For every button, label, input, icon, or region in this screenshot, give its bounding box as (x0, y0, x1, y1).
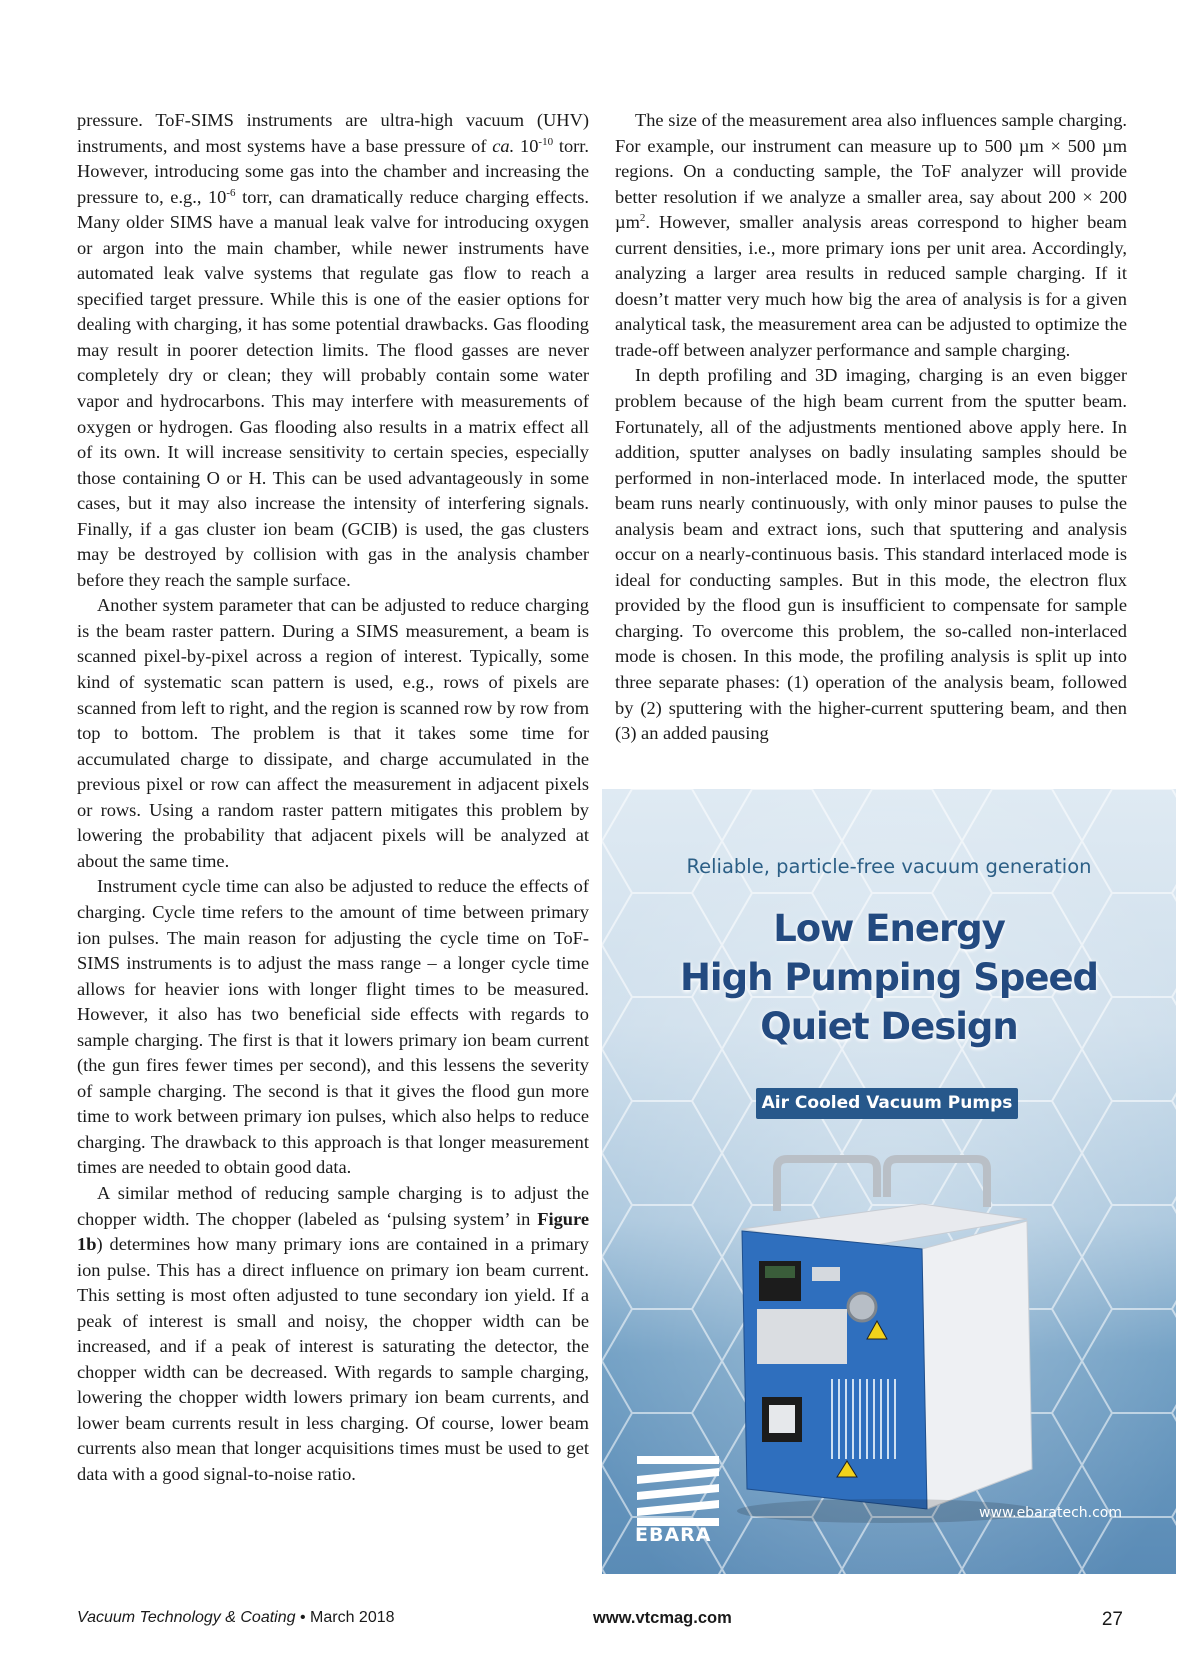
paragraph: The size of the measurement area also influences sample charging. For example, our instrument can measure up to 500 µm × 500 µm regions. On a conducting sample, the ToF analyzer will provide better resolution if we analyze a smaller area, say about 200 × 200 µm$^2$. However, smaller analysis areas correspond to higher beam current densities, i.e., more primary ions per unit area. Accordingly, analyzing a larger area results in reduced sample charging. If it doesn’t matter very much how big the area of analysis is for a given analytical task, the measurement area can be adjusted to optimize the trade-off between analyzer performance and sample charging. (615, 110, 1127, 360)
right-text-column (615, 108, 1127, 747)
paragraph: pressure. ToF-SIMS instruments are ultra-high vacuum (UHV) instruments, and most systems have a base pressure of ca. $10^{-10}$ torr. However, introducing some gas into the chamber and increasing the pressure to, e.g., $10^{-6}$ torr, can dramatically reduce charging effects. Many older SIMS have a manual leak valve for introducing oxygen or argon into the main chamber, while newer instruments have automated leak valve systems that regulate gas flow to reach a specified target pressure. While this is one of the easier options for dealing with charging, it has some potential drawbacks. Gas flooding may result in poorer detection limits. The flood gasses are never completely dry or clean; they will probably contain some water vapor and hydrocarbons. This may interfere with measurements of oxygen or hydrogen. Gas flooding also results in a matrix effect all of its own. It will increase sensitivity to certain species, especially those containing O or H. This can be used advantageously in some cases, but it may also increase the intensity of interfering signals. Finally, if a gas cluster ion beam (GCIB) is used, the gas clusters may be destroyed by collision with gas in the analysis chamber before they reach the sample surface. (77, 110, 590, 590)
ad-headline-3: Quiet Design (760, 1005, 1018, 1048)
paragraph: Instrument cycle time can also be adjusted to reduce the effects of charging. Cycle time refers to the amount of time between primary ion pulses. The main reason for adjusting the cycle time on ToF-SIMS instruments is to adjust the mass range – a longer cycle time allows for heavier ions with longer flight times to be measured. However, it also has two beneficial side effects with regards to sample charging. The first is that it lowers primary ion beam current (the gun fires fewer times per second), and this lessens the severity of sample charging. The second is that it gives the flood gun more time to work between primary ion pulses, which also helps to reduce charging. The drawback to this approach is that longer measurement times are needed to obtain good data. (77, 876, 589, 1178)
ebara-logo-text: EBARA (635, 1524, 712, 1546)
ad-website-link[interactable]: www.ebaratech.com (979, 1505, 1122, 1521)
left-text-column (77, 108, 589, 1488)
ad-tagline: Reliable, particle-free vacuum generation (686, 855, 1092, 878)
figure-reference: Figure 1b (77, 1208, 589, 1255)
ad-headline-2: High Pumping Speed (679, 956, 1099, 999)
paragraph: Another system parameter that can be adjusted to reduce charging is the beam raster pattern. During a SIMS measurement, a beam is scanned pixel-by-pixel across a region of interest. Typically, some kind of systematic scan pattern is used, e.g., rows of pixels are scanned from left to right, and the region is scanned row by row from top to bottom. The problem is that it takes some time for accumulated charge to dissipate, and charge accumulated in the previous pixel or row can affect the measurement in adjacent pixels or rows. Using a random raster pattern mitigates this problem by lowering the probability that adjacent pixels will be analyzed at about the same time. (77, 595, 589, 871)
ebara-logo-icon (637, 1456, 719, 1526)
footer-publication: Vacuum Technology & Coating • March 2018 (77, 1609, 395, 1626)
ad-headline-1: Low Energy (773, 907, 1005, 950)
paragraph: In depth profiling and 3D imaging, charging is an even bigger problem because of the high beam current from the sputter beam. Fortunately, all of the adjustments mentioned above apply here. In addition, sputter analyses on badly insulating samples should be performed in non-interlaced mode. In interlaced mode, the sputter beam runs nearly continuously, with only minor pauses to pulse the analysis beam and extract ions, such that sputtering and analysis occur on a nearly-continuous basis. This standard interlaced mode is ideal for conducting samples. But in this mode, the electron flux provided by the flood gun is insufficient to compensate for sample charging. To overcome this problem, the so-called non-interlaced mode is chosen. In this mode, the profiling analysis is split up into three separate phases: (1) operation of the analysis beam, followed by (2) sputtering with the higher-current sputtering beam, and then (3) an added pausing (615, 365, 1127, 744)
ebara-advertisement[interactable] (602, 789, 1176, 1574)
page-number: 27 (1101, 1609, 1123, 1630)
vacuum-pump-image (717, 1149, 1047, 1529)
paragraph: A similar method of reducing sample charging is to adjust the chopper width. The chopper (labeled as ‘pulsing system’ in Figure 1b) determines how many primary ions are contained in a primary ion pulse. This has a direct influence on primary ion beam current. This setting is most often adjusted to tune secondary ion yield. If a peak of interest is small and noisy, the chopper width can be increased, and if a peak of interest is saturating the detector, the chopper width can be decreased. With regards to sample charging, lowering the chopper width lowers primary ion beam currents, and lower beam currents result in less charging. Of course, lower beam currents also mean that longer acquisitions times must be used to get data with a good signal-to-noise ratio. (77, 1182, 589, 1484)
ad-product-badge: Air Cooled Vacuum Pumps (756, 1088, 1018, 1119)
footer-website-link[interactable]: www.vtcmag.com (593, 1609, 732, 1627)
